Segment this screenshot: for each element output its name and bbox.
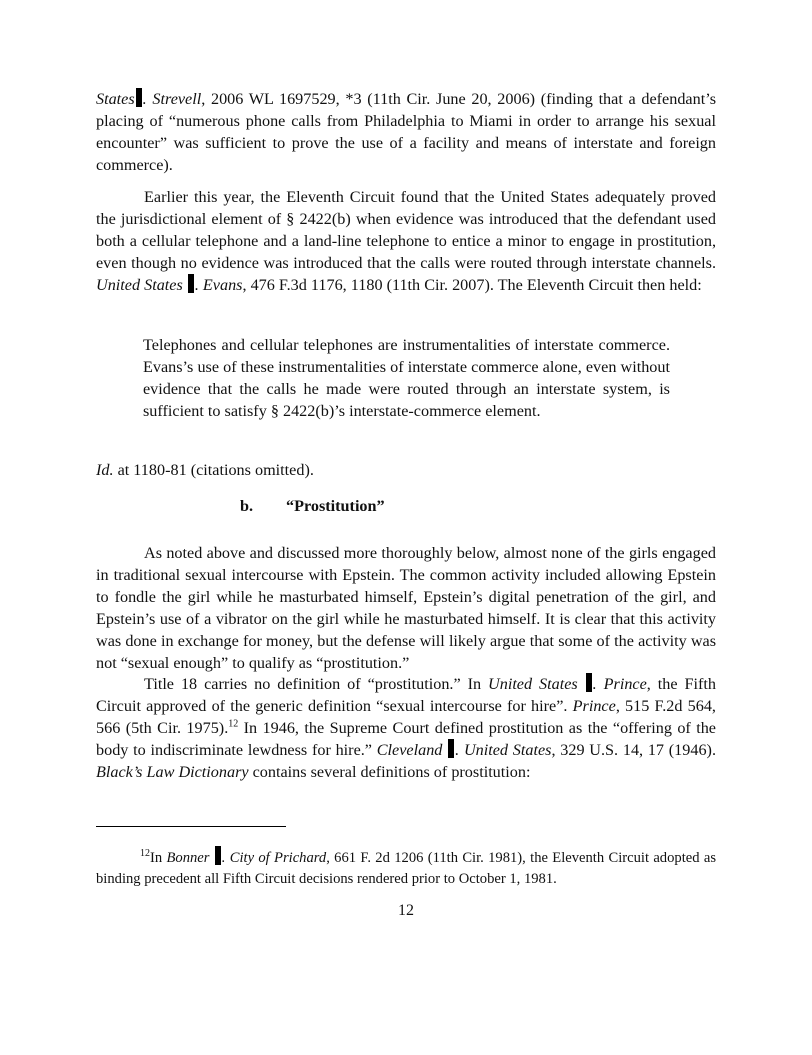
case-name: . Evans [194, 276, 243, 294]
footnote-reference[interactable]: 12 [228, 718, 239, 730]
case-name: . United States [455, 741, 552, 759]
case-name: United States [488, 675, 578, 693]
paragraph-text: , 329 U.S. 14, 17 (1946). [551, 741, 716, 759]
paragraph-activity: As noted above and discussed more thoroughly below, almost none of the girls engaged in traditional sexual intercourse with Epstein. The common activity included allowing Epstein to fondle the girl while he masturbated himself, Epstein’s digital penetration of the girl, and Epstein’s use of a vibrator on the girl while he masturbated himself. It is clear that this activity was done in exchange for money, but the defense will likely argue that some of the activity was not “sexual enough” to qualify as “prostitution.” [96, 544, 716, 672]
paragraph-text: In 1946, the Supreme Court defined prostitution as the “offering of the body to indiscriminate lewdness for hire.” [96, 719, 716, 759]
case-name: United States [96, 276, 183, 294]
paragraph-text: , 2006 WL 1697529, *3 (11th Cir. June 20, 2006) (finding that a defendant’s placing of “numerous phone calls from Philadelphia to Miami in order to arrange his sexual encounter” was sufficient to prove the use of a facility and means of interstate and foreign commerce). [96, 90, 717, 174]
paragraph-text: , 476 F.3d 1176, 1180 (11th Cir. 2007). The Eleventh Circuit then held: [242, 276, 702, 294]
citation-id: Id. [96, 461, 114, 479]
case-name: Bonner [166, 850, 210, 866]
paragraph-evans [96, 186, 716, 296]
redaction-bar [136, 88, 142, 107]
case-name: . City of Prichard [221, 850, 327, 866]
paragraph-text: , 515 F.2d 564, 566 (5th Cir. 1975). [96, 697, 716, 737]
case-name: Prince [572, 697, 616, 715]
redaction-bar [586, 673, 592, 692]
paragraph-text: contains several definitions of prostitution: [248, 763, 531, 781]
section-heading [240, 497, 385, 516]
page-number: 12 [398, 902, 414, 919]
footnote-divider [96, 826, 286, 827]
section-number: b. [240, 497, 254, 515]
citation [96, 459, 716, 481]
case-name: Black’s Law Dictionary [96, 763, 249, 781]
footnote-number: 12 [140, 848, 150, 860]
paragraph-text: , the Fifth Circuit approved of the generic definition “sexual intercourse for hire”. [96, 675, 716, 715]
block-quote: Telephones and cellular telephones are instrumentalities of interstate commerce. Evans’s use of these instrumentalities of interstate commerce alone, even without evidence that the calls he made were routed through an interstate system, is sufficient to satisfy § 2422(b)’s interstate-commerce element. [143, 336, 670, 420]
redaction-bar [188, 274, 194, 293]
citation-text: at 1180-81 (citations omitted). [113, 461, 314, 479]
paragraph-text: Earlier this year, the Eleventh Circuit found that the United States adequately proved the jurisdictional element of § 2422(b) when evidence was introduced that the defendant used both a cellular telephone and a land-line telephone to entice a minor to engage in prostitution, even though no evidence was introduced that the calls were routed through interstate channels. [96, 188, 716, 272]
redaction-bar [215, 846, 221, 865]
case-name: States [96, 90, 135, 108]
case-name: . Prince [592, 675, 647, 693]
footnote-text: In [150, 850, 167, 866]
footnote-text: , 661 F. 2d 1206 (11th Cir. 1981), the Eleventh Circuit adopted as binding precedent all Fifth Circuit decisions rendered prior to October 1, 1981. [96, 850, 717, 887]
paragraph-strevell [96, 88, 716, 176]
paragraph-definition [96, 673, 716, 783]
case-name: Cleveland [376, 741, 443, 759]
redaction-bar [448, 739, 454, 758]
paragraph-text: Title 18 carries no definition of “prostitution.” In [144, 675, 489, 693]
section-title: “Prostitution” [286, 497, 385, 515]
footnote [96, 846, 716, 890]
case-name: . Strevell [142, 90, 202, 108]
